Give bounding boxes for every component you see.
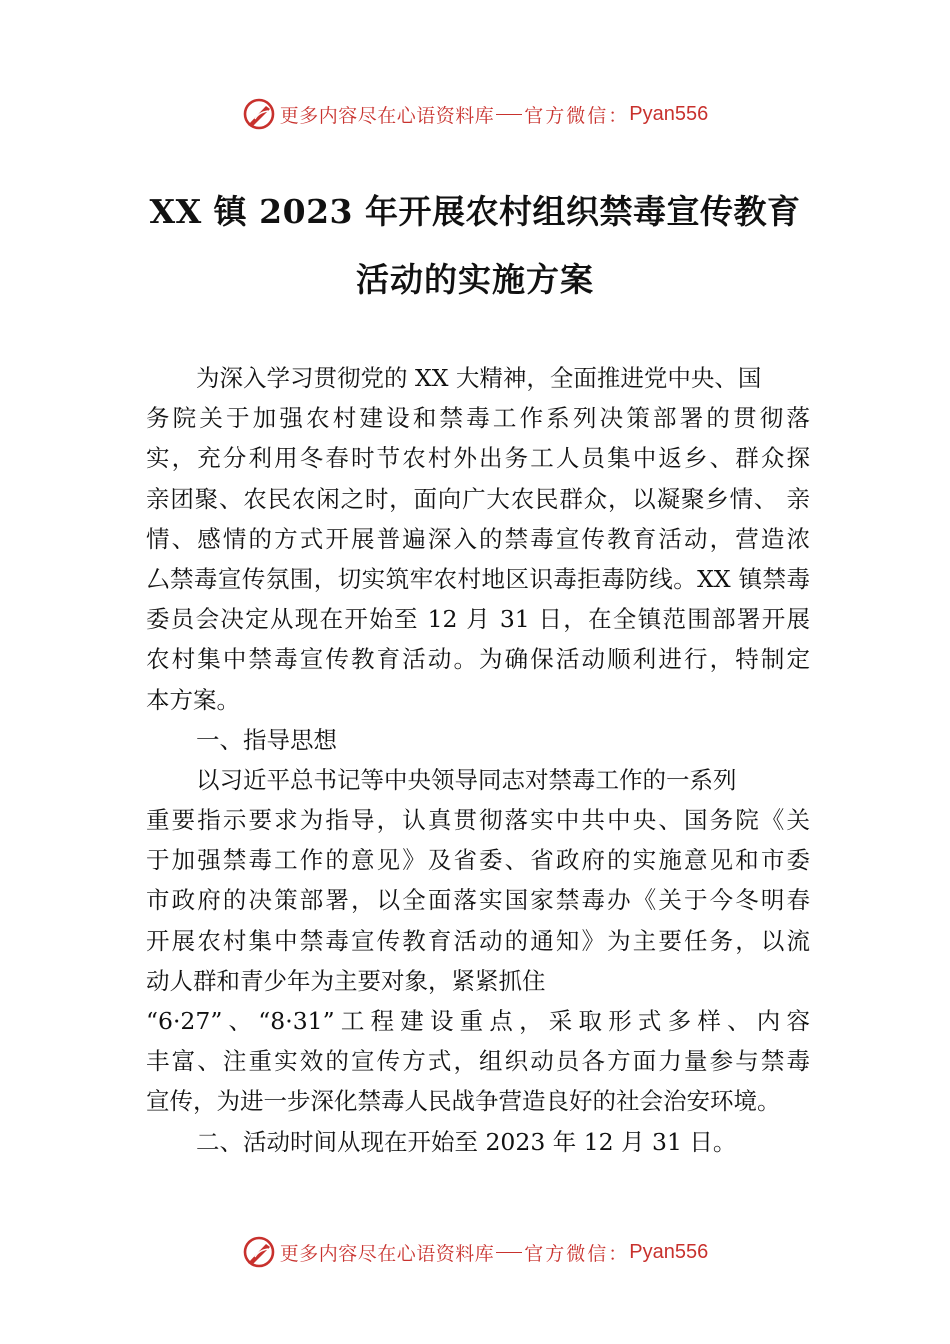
pen-logo-icon	[242, 97, 276, 131]
paragraph-line: 本方案。	[146, 685, 240, 714]
watermark-wechat-label: 官方微信：	[524, 1242, 630, 1265]
watermark-wechat-id: Pyan556	[629, 102, 709, 125]
paragraph-line: 丰富、注重实效的宣传方式，组织动员各方面力量参与禁毒	[146, 1047, 810, 1076]
watermark-text: 更多内容尽在心语资料库	[279, 104, 495, 127]
paragraph-line: 为深入学习贯彻党的 XX 大精神，全面推进党中央、国	[196, 364, 762, 392]
paragraph-line: 情、感情的方式开展普遍深入的禁毒宣传教育活动，营造浓	[146, 524, 810, 553]
paragraph-line: “6·27”、“8·31”工程建设重点，采取形式多样、内容	[146, 1007, 810, 1035]
watermark-wechat-label: 官方微信：	[524, 104, 630, 127]
watermark-text: 更多内容尽在心语资料库	[279, 1242, 495, 1265]
section-heading: 二、活动时间从现在开始至 2023 年 12 月 31 日。	[196, 1127, 737, 1156]
paragraph-line: 亲团聚、农民农闲之时，面向广大农民群众，以凝聚乡情、 亲	[146, 484, 810, 513]
paragraph-line: 重要指示要求为指导，认真贯彻落实中共中央、国务院《关	[146, 806, 810, 835]
section-heading: 一、指导思想	[196, 725, 337, 754]
paragraph-line: 以习近平总书记等中央领导同志对禁毒工作的一系列	[196, 765, 737, 794]
paragraph-line: 市政府的决策部署，以全面落实国家禁毒办《关于今冬明春	[146, 886, 810, 915]
paragraph-line: 动人群和青少年为主要对象，紧紧抓住	[146, 966, 546, 995]
paragraph-line: 于加强禁毒工作的意见》及省委、省政府的实施意见和市委	[146, 846, 810, 875]
paragraph-line: 宣传，为进一步深化禁毒人民战争营造良好的社会治安环境。	[146, 1087, 781, 1116]
document-title-line-1: XX 镇 2023 年开展农村组织禁毒宣传教育	[149, 192, 801, 231]
paragraph-line: 农村集中禁毒宣传教育活动。为确保活动顺利进行，特制定	[146, 645, 810, 674]
pen-logo-icon	[242, 1235, 276, 1269]
watermark-dash	[496, 114, 522, 115]
document-title-line-2: 活动的实施方案	[356, 260, 594, 299]
document-body	[146, 358, 810, 1162]
paragraph-line: 开展农村集中禁毒宣传教育活动的通知》为主要任务，以流	[146, 926, 810, 955]
paragraph-line: 厶禁毒宣传氛围，切实筑牢农村地区识毒拒毒防线。XX 镇禁毒	[146, 564, 810, 593]
paragraph-line: 务院关于加强农村建设和禁毒工作系列决策部署的贯彻落	[146, 404, 810, 433]
watermark-wechat-id: Pyan556	[629, 1240, 709, 1263]
watermark-banner-bottom	[0, 1232, 950, 1272]
watermark-dash	[496, 1252, 522, 1253]
paragraph-line: 实，充分利用冬春时节农村外出务工人员集中返乡、群众探	[146, 444, 810, 473]
paragraph-line: 委员会决定从现在开始至 12 月 31 日，在全镇范围部署开展	[146, 605, 810, 634]
watermark-banner-top	[0, 94, 950, 134]
